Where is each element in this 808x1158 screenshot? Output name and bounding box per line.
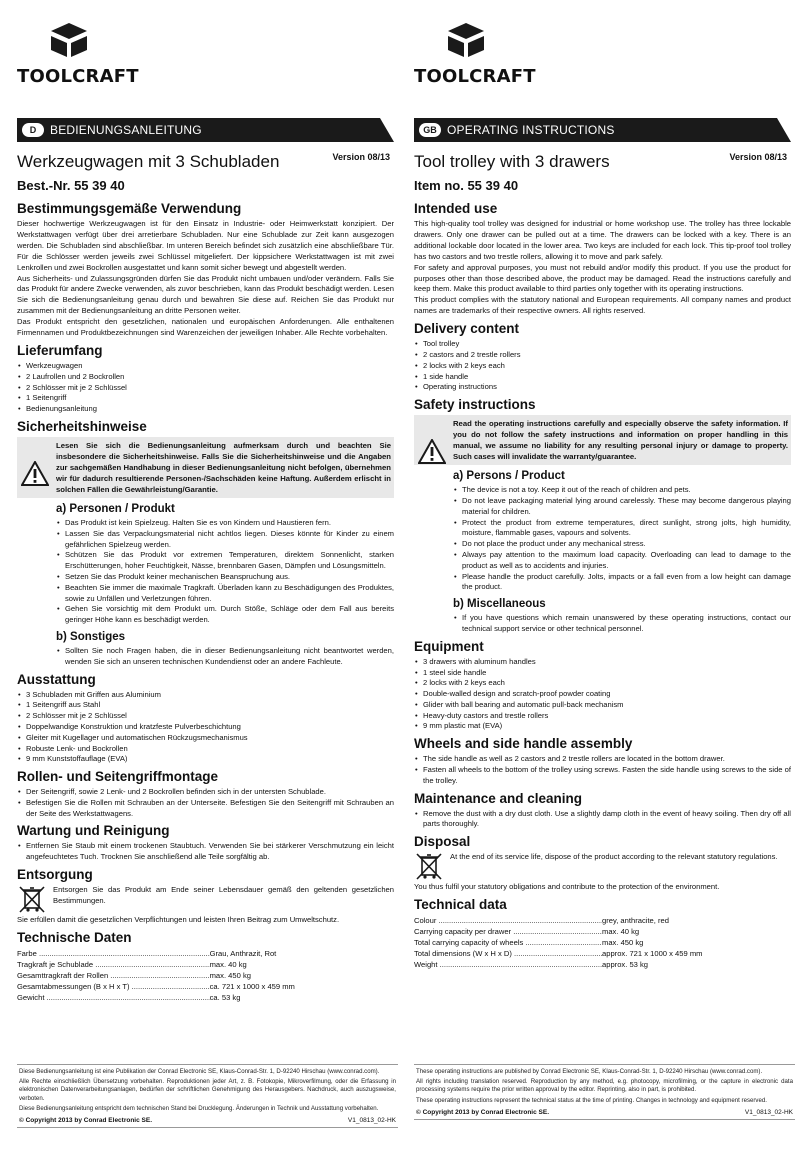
table-row [17, 992, 297, 1003]
safety-b-heading: b) Miscellaneous [453, 598, 546, 611]
assembly-list [17, 787, 394, 819]
assembly-list [414, 754, 791, 786]
disposal-block [414, 852, 791, 880]
english-content [414, 150, 791, 970]
list-item: • 2 Schlösser mit je 2 Schlüssel [17, 383, 394, 394]
disposal-text: At the end of its service life, dispose of the product according to the relevant statutory regulations. [450, 852, 778, 862]
imprint-text: Diese Bedienungsanleitung entspricht dem technischen Stand bei Drucklegung. Änderungen in Technik und Ausstattung vorbehalten. [19, 1104, 379, 1112]
version-label: Version 08/13 [332, 152, 390, 162]
tech-heading: Technical data [414, 897, 507, 913]
safety-subsection [56, 502, 394, 668]
spec-key: Farbe [17, 948, 37, 958]
list-item: • Setzen Sie das Produkt keiner mechanischen Beanspruchung aus. [56, 572, 394, 583]
spec-value: max. 450 kg [209, 970, 251, 980]
maintenance-heading: Wartung und Reinigung [17, 823, 170, 839]
list-item: • Do not place the product under any mechanical stress. [453, 539, 791, 550]
table-row [414, 937, 702, 948]
list-item: • Beachten Sie immer die maximale Tragkraft. Überladen kann zu Beschädigungen des Produktes, sowie zu Unfällen und Verletzungen führen. [56, 583, 394, 605]
list-item: • 3 Schubladen mit Griffen aus Aluminium [17, 690, 394, 701]
toolcraft-logo-icon [444, 22, 488, 58]
banner-title: OPERATING INSTRUCTIONS [447, 123, 615, 137]
table-row [414, 948, 702, 959]
copyright: © Copyright 2013 by Conrad Electronic SE. [416, 1108, 550, 1116]
imprint-text: These operating instructions represent the technical status at the time of printing. Changes in technology and equipment reserved. [416, 1096, 767, 1104]
list-item: • Sollten Sie noch Fragen haben, die in dieser Bedienungsanleitung nicht beantwortet werden, wenden Sie sich an unseren technischen Kundendienst oder an andere Fachleute. [56, 646, 394, 668]
intended-use-heading: Intended use [414, 201, 498, 216]
table-row [17, 981, 297, 992]
english-column [414, 0, 791, 1158]
crossed-bin-icon [414, 852, 444, 880]
intended-use-heading: Bestimmungsgemäße Verwendung [17, 201, 242, 216]
german-content [17, 150, 394, 1003]
table-row [17, 970, 297, 981]
spec-value: ca. 721 x 1000 x 459 mm [209, 981, 295, 991]
list-item: • Tool trolley [414, 339, 791, 350]
safety-b-heading: b) Sonstiges [56, 630, 126, 643]
spec-value: ca. 53 kg [209, 992, 241, 1002]
list-item: • Der Seitengriff, sowie 2 Lenk- und 2 Bockrollen befinden sich in der untersten Schublade. [17, 787, 394, 798]
imprint-text: These operating instructions are published by Conrad Electronic SE, Klaus-Conrad-Str. 1, D-92240 Hirschau (www.conrad.com). [416, 1068, 763, 1075]
list-item: • Gehen Sie vorsichtig mit dem Produkt um. Durch Stöße, Schläge oder dem Fall aus bereits geringer Höhe kann es beschädigt werden. [56, 604, 394, 626]
safety-a-heading: a) Personen / Produkt [56, 502, 175, 515]
safety-a-heading: a) Persons / Product [453, 470, 565, 483]
maintenance-list [17, 841, 394, 863]
delivery-list [17, 361, 394, 415]
spec-value: approx. 721 x 1000 x 459 mm [602, 949, 703, 959]
list-item: • Gleiter mit Kugellager und automatischen Rückzugsmechanismus [17, 733, 394, 744]
intended-use-paragraph: Aus Sicherheits- und Zulassungsgründen dürfen Sie das Produkt nicht umbauen und/oder verändern. Falls Sie das Produkt für andere Zwecke verwenden, als zuvor beschrieben, kann das Produkt beschädigt werden. Lesen Sie sich die Bedienungsanleitung genau durch und bewahren Sie diese auf. Reichen Sie das Produkt nur zusammen mit der Bedienungsanleitung an dritte Personen weiter. [17, 273, 394, 316]
list-item: • Always pay attention to the maximum load capacity. Overloading can lead to damage to the product as well as to accidents and injuries. [453, 550, 791, 572]
doc-code: V1_0813_02-HK [744, 1108, 793, 1116]
disposal-after: You thus fulfil your statutory obligations and contribute to the protection of the environment. [414, 882, 720, 892]
intended-use-paragraph: This high-quality tool trolley was designed for industrial or home workshop use. The trolley has three lockable drawers. Only one drawer can be pulled out at a time. The drawers can be locked with a key. There is an additional lockable door located in the lower area. Two keys are included for each lock. This tip-proof tool trolley has two castors and two trestle rollers, allowing it to move and park safely. [414, 219, 791, 261]
spec-value: grey, anthracite, red [602, 916, 669, 926]
spec-value: max. 40 kg [209, 959, 247, 969]
equipment-heading: Equipment [414, 638, 484, 654]
item-number: Best.-Nr. 55 39 40 [17, 178, 125, 193]
list-item: • 1 side handle [414, 372, 791, 383]
safety-notice-box [414, 415, 791, 465]
spec-key: Total dimensions (W x H x D) [414, 949, 512, 959]
spec-table [414, 915, 702, 970]
list-item: • Bedienungsanleitung [17, 404, 394, 415]
list-item: • 3 drawers with aluminum handles [414, 657, 791, 668]
list-item: • Please handle the product carefully. Jolts, impacts or a fall even from a low height can damage the product. [453, 572, 791, 594]
intended-use-paragraph: This product complies with the statutory national and European requirements. All company names and product names are trademarks of their respective owners. All rights reserved. [414, 295, 791, 316]
table-row [414, 926, 702, 937]
spec-value: Grau, Anthrazit, Rot [209, 948, 277, 958]
table-row [17, 948, 297, 959]
brand-name: TOOLCRAFT [414, 66, 536, 87]
table-row [414, 915, 702, 926]
safety-heading: Safety instructions [414, 397, 536, 413]
spec-key: Weight [414, 960, 438, 970]
delivery-list [414, 339, 791, 393]
list-item: • 2 Schlösser mit je 2 Schlüssel [17, 711, 394, 722]
warning-triangle-icon [418, 439, 446, 464]
list-item: • 2 Laufrollen und 2 Bockrollen [17, 372, 394, 383]
imprint-text: Diese Bedienungsanleitung ist eine Publikation der Conrad Electronic SE, Klaus-Conrad-Str. 1, D-92240 Hirschau (www.conrad.com). [19, 1068, 380, 1075]
crossed-bin-icon [17, 885, 47, 913]
equipment-list [414, 657, 791, 733]
spec-key: Total carrying capacity of wheels [414, 938, 524, 948]
imprint-text: All rights including translation reserved. Reproduction by any method, e.g. photocopy, microfilming, or the capture in electronic data processing systems require the prior written approval by the editor. Reprinting, also in part, is prohibited. [416, 1078, 793, 1094]
imprint-footer [17, 1064, 398, 1128]
list-item: • Protect the product from extreme temperatures, direct sunlight, strong jolts, high humidity, moisture, flammable gases, vapours and solvents. [453, 518, 791, 540]
list-item: • The device is not a toy. Keep it out of the reach of children and pets. [453, 485, 791, 496]
spec-key: Gesamtabmessungen (B x H x T) [17, 981, 130, 991]
imprint-text: Alle Rechte einschließlich Übersetzung vorbehalten. Reproduktionen jeder Art, z. B. Fotokopie, Mikroverfilmung, oder die Erfassung in elektronischen Datenverarbeitungsanlagen, bedürfen der schriftlichen Genehmigung des Herausgebers. Nachdruck, auch auszugsweise, verboten. [19, 1078, 396, 1102]
maintenance-heading: Maintenance and cleaning [414, 790, 583, 806]
list-item: • Befestigen Sie die Rollen mit Schrauben an der Unterseite. Befestigen Sie den Seitengriff mit Schrauben an der Seite des Werkstattwagens. [17, 798, 394, 820]
list-item: • Das Produkt ist kein Spielzeug. Halten Sie es von Kindern und Haustieren fern. [56, 518, 394, 529]
spec-value: max. 450 kg [602, 938, 644, 948]
list-item: • Glider with ball bearing and automatic pull-back mechanism [414, 700, 791, 711]
spec-key: Colour [414, 916, 437, 926]
intended-use-paragraph: For safety and approval purposes, you must not rebuild and/or modify this product. If you use the product for purposes other than those described above, the product may be damaged. Read the instructions carefully and keep them. Make this product available to third parties only together with its operating instructions. [414, 262, 791, 294]
table-row [414, 959, 702, 970]
safety-subsection [453, 469, 791, 635]
item-number: Item no. 55 39 40 [414, 178, 519, 193]
list-item: • Heavy-duty castors and trestle rollers [414, 711, 791, 722]
toolcraft-logo [414, 22, 554, 96]
german-column [17, 0, 394, 1158]
list-item: • 1 Seitengriff aus Stahl [17, 700, 394, 711]
equipment-heading: Ausstattung [17, 671, 96, 687]
maintenance-list [414, 809, 791, 831]
list-item: • If you have questions which remain unanswered by these operating instructions, contact our technical support service or other technical personnel. [453, 613, 791, 635]
list-item: • Operating instructions [414, 382, 791, 393]
spec-key: Gewicht [17, 992, 45, 1002]
disposal-after: Sie erfüllen damit die gesetzlichen Verpflichtungen und leisten Ihren Beitrag zum Umweltschutz. [17, 915, 340, 925]
list-item: • 2 castors and 2 trestle rollers [414, 350, 791, 361]
language-badge: D [22, 123, 44, 137]
banner-title: BEDIENUNGSANLEITUNG [50, 123, 202, 137]
product-title: Tool trolley with 3 drawers [414, 152, 610, 171]
safety-notice-box [17, 437, 394, 498]
list-item: • Doppelwandige Konstruktion und kratzfeste Pulverbeschichtung [17, 722, 394, 733]
delivery-heading: Lieferumfang [17, 342, 103, 358]
spec-key: Carrying capacity per drawer [414, 927, 512, 937]
language-badge: GB [419, 123, 441, 137]
imprint-footer [414, 1064, 795, 1120]
assembly-heading: Wheels and side handle assembly [414, 736, 633, 752]
list-item: • The side handle as well as 2 castors and 2 trestle rollers are located in the bottom drawer. [414, 754, 791, 765]
list-item: • Fasten all wheels to the bottom of the trolley using screws. Fasten the side handle using screws to the side of the trolley. [414, 765, 791, 787]
list-item: • Schützen Sie das Produkt vor extremen Temperaturen, direktem Sonnenlicht, starken Erschütterungen, hoher Feuchtigkeit, Nässe, brennbaren Gasen, Dämpfen und Lösungsmitteln. [56, 550, 394, 572]
list-item: • 1 Seitengriff [17, 393, 394, 404]
list-item: • Lassen Sie das Verpackungsmaterial nicht achtlos liegen. Dieses könnte für Kinder zu einem gefährlichen Spielzeug werden. [56, 529, 394, 551]
list-item: • 9 mm Kunststoffauflage (EVA) [17, 754, 394, 765]
intended-use-paragraph: Dieser hochwertige Werkzeugwagen ist für den Einsatz in Industrie- oder Heimwerkstatt konzipiert. Der Werkstattwagen verfügt über drei arretierbare Schubladen. Nur eine Schublade zur Zeit kann ausgezogen werden. Die Schubladen sind abschließbar. Im unteren Bereich befindet sich zusätzlich eine abschließbare Tür. Für die Schlösser werden jeweils zwei Schlüssel mitgeliefert. Der kippsichere Werkstattwagen ist mit zwei Lenkrollen und zwei Bockrollen ausgestattet und kann somit sicher bewegt und abgestellt werden. [17, 219, 394, 272]
intended-use-paragraph: Das Produkt entspricht den gesetzlichen, nationalen und europäischen Anforderungen. Alle enthaltenen Firmennamen und Produktbezeichnungen sind Warenzeichen der jeweiligen Inhaber. Alle Rechte vorbehalten. [17, 317, 394, 338]
list-item: • 1 steel side handle [414, 668, 791, 679]
disposal-block [17, 885, 394, 913]
version-label: Version 08/13 [729, 152, 787, 162]
delivery-heading: Delivery content [414, 321, 520, 337]
spec-value: max. 40 kg [602, 927, 640, 937]
safety-heading: Sicherheitshinweise [17, 418, 147, 434]
spec-value: approx. 53 kg [602, 960, 649, 970]
section-banner [414, 118, 791, 142]
toolcraft-logo [17, 22, 157, 96]
safety-intro: Lesen Sie sich die Bedienungsanleitung aufmerksam durch und beachten Sie insbesondere die Sicherheitshinweise. Falls Sie die Sicherheitshinweise und die Angaben zur sachgemäßen Handhabung in dieser Bedienungsanleitung nicht befolgen, übernehmen wir für dadurch resultierende Personen-/Sachschäden keine Haftung. Außerdem erlischt in solchen Fällen die Gewährleistung/Garantie. [56, 440, 391, 494]
spec-key: Gesamttragkraft der Rollen [17, 970, 109, 980]
spec-key: Tragkraft je Schublade [17, 959, 94, 969]
table-row [17, 959, 297, 970]
list-item: • Werkzeugwagen [17, 361, 394, 372]
assembly-heading: Rollen- und Seitengriffmontage [17, 769, 218, 785]
product-title: Werkzeugwagen mit 3 Schubladen [17, 152, 280, 171]
list-item: • Do not leave packaging material lying around carelessly. These may become dangerous playing material for children. [453, 496, 791, 518]
doc-code: V1_0813_02-HK [347, 1117, 396, 1125]
disposal-heading: Entsorgung [17, 867, 93, 883]
list-item: • 2 locks with 2 keys each [414, 678, 791, 689]
list-item: • 9 mm plastic mat (EVA) [414, 721, 791, 732]
safety-intro: Read the operating instructions carefully and especially observe the safety information. If you do not follow the safety instructions and information on proper handling in this manual, we assume no liability for any resulting personal injury or damage to property. Such cases will invalidate the warranty/guarantee. [453, 419, 788, 462]
brand-name: TOOLCRAFT [17, 66, 139, 87]
copyright: © Copyright 2013 by Conrad Electronic SE. [19, 1117, 153, 1125]
list-item: • Entfernen Sie Staub mit einem trockenen Staubtuch. Verwenden Sie bei stärkerer Verschmutzung ein leicht angefeuchtetes Tuch. Trocknen Sie anschließend alle Teile sorgfältig ab. [17, 841, 394, 863]
section-banner [17, 118, 394, 142]
equipment-list [17, 690, 394, 766]
disposal-heading: Disposal [414, 834, 471, 850]
list-item: • Double-walled design and scratch-proof powder coating [414, 689, 791, 700]
list-item: • Robuste Lenk- und Bockrollen [17, 744, 394, 755]
warning-triangle-icon [21, 461, 49, 486]
spec-table [17, 948, 297, 1003]
disposal-text: Entsorgen Sie das Produkt am Ende seiner Lebensdauer gemäß den geltenden gesetzlichen Bestimmungen. [53, 885, 394, 905]
tech-heading: Technische Daten [17, 929, 132, 945]
toolcraft-logo-icon [47, 22, 91, 58]
list-item: • Remove the dust with a dry dust cloth. Use a slightly damp cloth in the event of heavy soiling. Then dry off all parts thoroughly. [414, 809, 791, 831]
list-item: • 2 locks with 2 keys each [414, 361, 791, 372]
